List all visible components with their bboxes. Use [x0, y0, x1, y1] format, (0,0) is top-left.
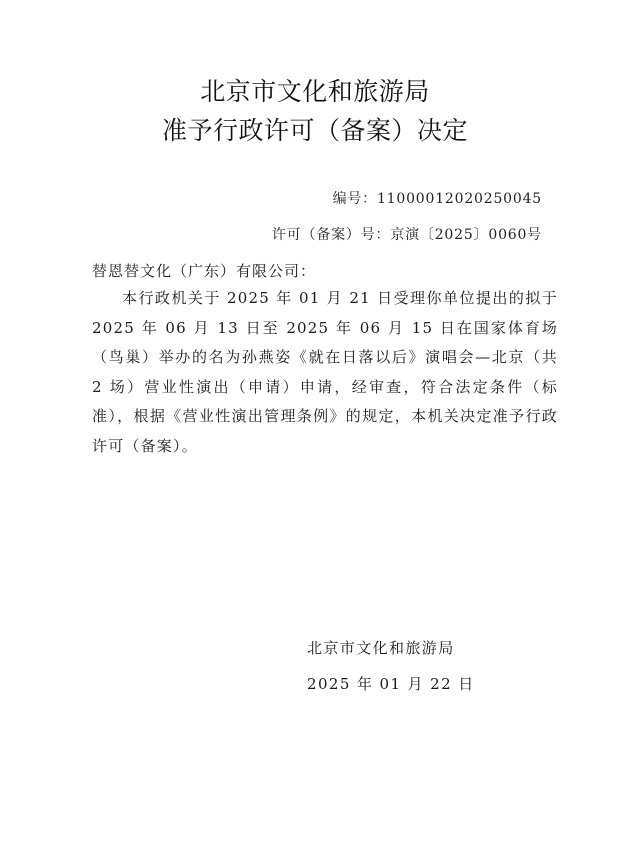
issuing-authority: 北京市文化和旅游局 [307, 639, 455, 657]
document-title [0, 74, 630, 149]
serial-number [333, 188, 542, 208]
permit-label: 许可（备案）号： [271, 227, 391, 243]
title-agency: 北京市文化和旅游局 [200, 77, 430, 106]
addressee: 替恩替文化（广东）有限公司： [92, 262, 317, 280]
permit-value: 京演〔2025〕0060号 [390, 227, 542, 243]
permit-number [272, 224, 542, 244]
issue-date: 2025 年 01 月 22 日 [307, 675, 475, 693]
serial-value: 11000012020250045 [376, 191, 542, 207]
decision-body: 本行政机关于 2025 年 01 月 21 日受理你单位提出的拟于 2025 年 06 月 13 日至 2025 年 06 月 15 日在国家体育场（鸟巢）举办的名为孙燕姿《就在日落以后》演唱会—北京（共 2 场）营业性演出（申请）申请，经审查，符合法定条件（标准），根据《营业性演出管理条例》的规定，本机关决定准予行政许可（备案）。 [92, 289, 558, 455]
serial-label: 编号： [332, 191, 377, 207]
title-decision: 准予行政许可（备案）决定 [161, 116, 468, 145]
